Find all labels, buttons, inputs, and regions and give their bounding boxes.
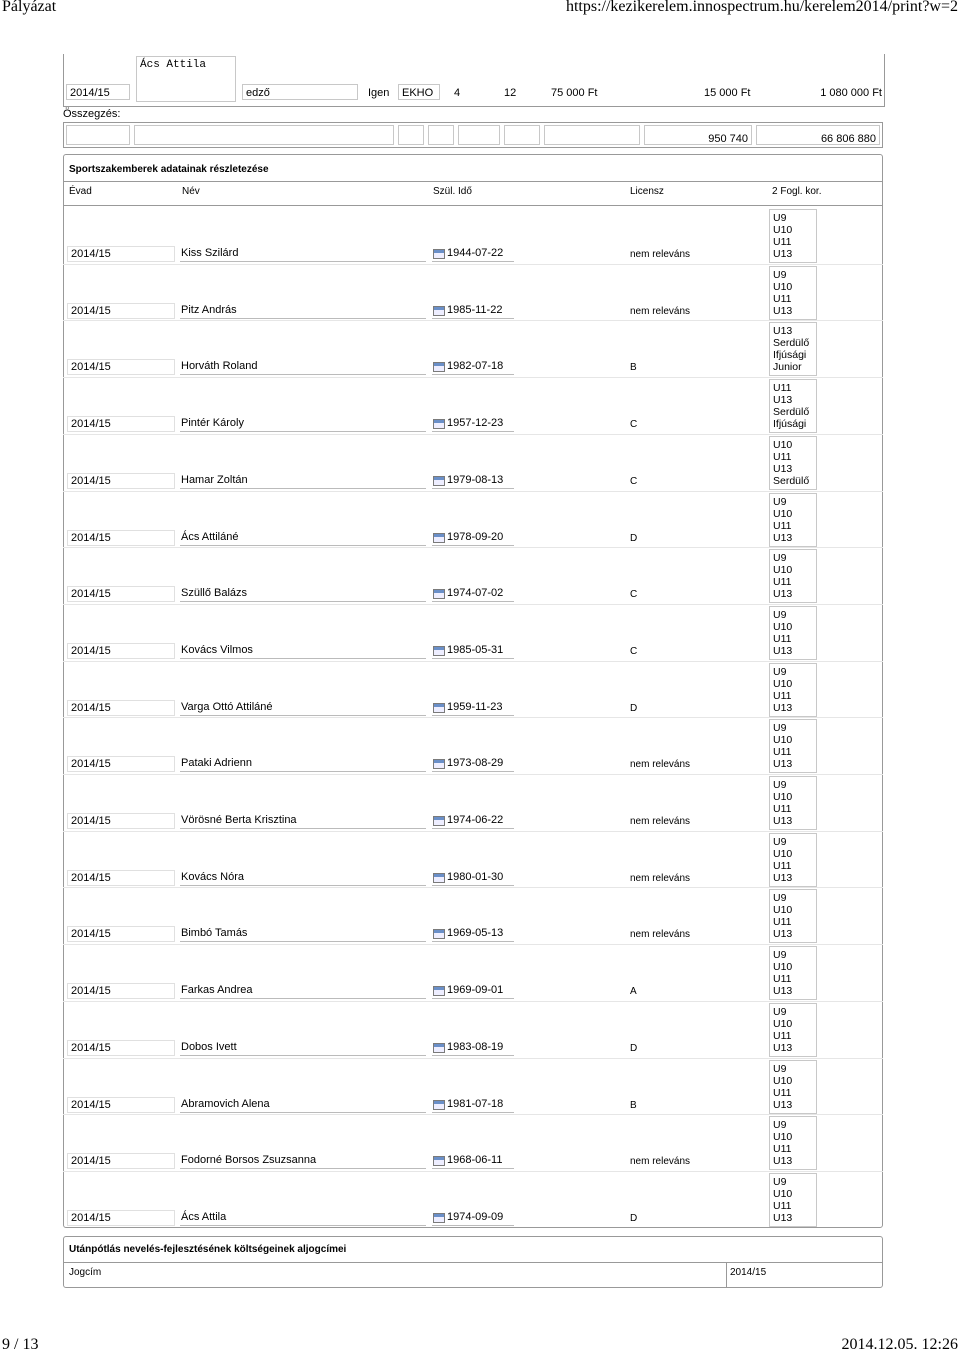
row-season[interactable]: 2014/15 <box>67 303 175 319</box>
age-group-option[interactable]: Serdülő <box>773 474 810 487</box>
row-name[interactable]: Vörösné Berta Krisztina <box>180 813 426 829</box>
row-divider <box>63 1001 883 1002</box>
print-footer-page: 9 / 13 <box>2 1336 39 1353</box>
row-age-groups[interactable] <box>769 493 817 547</box>
row-season[interactable]: 2014/15 <box>67 1210 175 1226</box>
summary-label: Összegzés: <box>63 108 121 120</box>
table-row <box>63 660 883 717</box>
total-amount: 1 080 000 Ft <box>820 87 882 99</box>
row-name[interactable]: Abramovich Alena <box>180 1097 426 1113</box>
row-divider <box>63 944 883 945</box>
role-field[interactable]: edző <box>242 84 358 100</box>
table-row <box>63 886 883 943</box>
age-group-option[interactable]: U10 <box>773 620 793 633</box>
row-license: D <box>630 532 638 544</box>
row-dob[interactable]: 1959-11-23 <box>432 700 514 716</box>
row-divider <box>63 320 883 321</box>
row-dob[interactable]: 1980-01-30 <box>432 870 514 886</box>
row-license: D <box>630 1212 638 1224</box>
row-license: D <box>630 1042 638 1054</box>
row-divider <box>63 547 883 548</box>
row-season[interactable]: 2014/15 <box>67 870 175 886</box>
age-group-option[interactable]: U13 <box>773 1211 793 1224</box>
row-name[interactable]: Kovács Vilmos <box>180 643 426 659</box>
row-license: nem releváns <box>630 816 691 827</box>
row-age-groups[interactable] <box>769 436 817 490</box>
age-group-option[interactable]: U9 <box>773 835 787 848</box>
row-age-groups[interactable] <box>769 209 817 263</box>
summary-cell <box>134 125 394 145</box>
row-license: B <box>630 1099 637 1111</box>
row-season[interactable]: 2014/15 <box>67 359 175 375</box>
tax-type-field[interactable]: EKHO <box>398 84 440 100</box>
row-divider <box>63 1171 883 1172</box>
row-name[interactable]: Dobos Ivett <box>180 1040 426 1056</box>
summary-cell <box>66 125 130 145</box>
row-dob[interactable]: 1974-06-22 <box>432 813 514 829</box>
age-group-option[interactable]: U13 <box>773 815 793 827</box>
row-license: nem releváns <box>630 305 691 317</box>
summary-cell <box>428 125 454 145</box>
row-license: nem releváns <box>630 249 691 260</box>
age-group-option[interactable]: U10 <box>773 1017 793 1030</box>
age-group-option[interactable]: U11 <box>773 689 792 702</box>
table-row <box>63 603 883 660</box>
row-divider <box>63 887 883 888</box>
col-name: Név <box>182 186 200 197</box>
age-group-option[interactable]: U11 <box>773 382 792 395</box>
row-season[interactable]: 2014/15 <box>67 926 175 942</box>
age-group-option[interactable]: U13 <box>773 248 793 260</box>
age-group-option[interactable]: U11 <box>773 859 792 872</box>
row-name[interactable]: Horváth Roland <box>180 359 426 375</box>
row-age-groups[interactable] <box>769 1116 817 1170</box>
print-header-title: Pályázat <box>2 0 57 15</box>
row-dob[interactable]: 1944-07-22 <box>432 246 514 262</box>
row-age-groups[interactable] <box>769 1060 817 1114</box>
costs-col-season: 2014/15 <box>730 1267 767 1278</box>
age-group-option[interactable]: Serdülő <box>773 406 810 419</box>
age-group-option[interactable]: U10 <box>773 734 793 747</box>
row-divider <box>63 831 883 832</box>
age-group-option[interactable]: U11 <box>773 292 792 305</box>
age-group-option[interactable]: U9 <box>773 1175 787 1188</box>
age-group-option[interactable]: U9 <box>773 665 787 678</box>
row-divider <box>63 774 883 775</box>
age-group-option[interactable]: U11 <box>773 916 792 929</box>
age-group-option[interactable]: U9 <box>773 212 787 224</box>
age-group-option[interactable]: Serdülő <box>773 337 810 350</box>
row-season[interactable]: 2014/15 <box>67 700 175 716</box>
row-season[interactable]: 2014/15 <box>67 643 175 659</box>
row-name[interactable]: Hamar Zoltán <box>180 473 426 489</box>
row-season[interactable]: 2014/15 <box>67 246 175 262</box>
age-group-option[interactable]: U9 <box>773 779 787 791</box>
age-group-option[interactable]: U11 <box>773 632 792 645</box>
age-group-option[interactable]: U10 <box>773 1074 793 1087</box>
row-dob[interactable]: 1978-09-20 <box>432 530 514 546</box>
row-name[interactable]: Kovács Nóra <box>180 870 426 886</box>
row-dob[interactable]: 1982-07-18 <box>432 359 514 375</box>
row-divider <box>63 491 883 492</box>
hours-field: 4 <box>454 87 461 99</box>
details-title: Sportszakemberek adatainak részletezése <box>69 164 269 175</box>
table-row <box>63 1000 883 1057</box>
row-dob[interactable]: 1969-09-01 <box>432 983 514 999</box>
col-license: Licensz <box>630 186 664 197</box>
age-group-option[interactable]: U10 <box>773 224 793 236</box>
row-dob[interactable]: 1974-09-09 <box>432 1210 514 1226</box>
table-row <box>63 1057 883 1114</box>
row-age-groups[interactable] <box>769 776 817 830</box>
row-age-groups[interactable] <box>769 549 817 603</box>
summary-cell <box>458 125 500 145</box>
table-row <box>63 206 883 263</box>
row-name[interactable]: Ács Attila <box>180 1210 426 1226</box>
summary-cell <box>398 125 424 145</box>
age-group-option[interactable]: U13 <box>773 1098 793 1111</box>
table-row <box>63 830 883 887</box>
row-name[interactable]: Farkas Andrea <box>180 983 426 999</box>
age-group-option[interactable]: U10 <box>773 507 793 520</box>
row-divider <box>63 1058 883 1059</box>
age-group-option[interactable]: U11 <box>773 1143 792 1156</box>
row-age-groups[interactable] <box>769 606 817 660</box>
row-dob[interactable]: 1968-06-11 <box>432 1153 514 1169</box>
table-row <box>63 319 883 376</box>
age-group-option[interactable]: U11 <box>773 1029 792 1042</box>
row-age-groups[interactable] <box>769 889 817 943</box>
row-license: nem releváns <box>630 759 691 771</box>
age-group-option[interactable]: U13 <box>773 871 793 884</box>
age-group-option[interactable]: U9 <box>773 268 787 281</box>
table-row <box>63 376 883 433</box>
row-age-groups[interactable] <box>769 719 817 773</box>
row-license: nem releváns <box>630 929 691 941</box>
age-group-option[interactable]: U10 <box>773 1187 793 1200</box>
age-group-option[interactable]: U11 <box>773 450 792 463</box>
row-divider <box>63 1114 883 1115</box>
row-license: B <box>630 362 637 374</box>
age-group-option[interactable]: U10 <box>773 438 793 451</box>
row-dob[interactable]: 1985-11-22 <box>432 303 514 319</box>
row-divider <box>63 661 883 662</box>
age-group-option[interactable]: U13 <box>773 928 793 941</box>
row-age-groups[interactable] <box>769 946 817 1000</box>
age-group-option[interactable]: U9 <box>773 495 787 508</box>
row-name[interactable]: Fodorné Borsos Zsuzsanna <box>180 1153 426 1169</box>
row-season[interactable]: 2014/15 <box>67 1040 175 1056</box>
row-dob[interactable]: 1983-08-19 <box>432 1040 514 1056</box>
row-divider <box>63 604 883 605</box>
contribution-amount: 15 000 Ft <box>704 87 751 99</box>
row-age-groups[interactable] <box>769 266 817 320</box>
row-season[interactable]: 2014/15 <box>67 473 175 489</box>
age-group-option[interactable]: U9 <box>773 949 787 962</box>
row-dob[interactable]: 1974-07-02 <box>432 586 514 602</box>
table-row <box>63 1170 883 1227</box>
table-row <box>63 773 883 830</box>
age-group-option[interactable]: U11 <box>773 803 792 815</box>
row-season[interactable]: 2014/15 <box>67 813 175 829</box>
row-age-groups[interactable] <box>769 1003 817 1057</box>
employment-yes: Igen <box>368 87 390 99</box>
age-group-option[interactable]: U10 <box>773 791 793 803</box>
age-group-option[interactable]: U10 <box>773 961 793 974</box>
summary-row <box>63 122 883 148</box>
row-dob[interactable]: 1981-07-18 <box>432 1097 514 1113</box>
table-row <box>63 433 883 490</box>
row-divider <box>63 434 883 435</box>
row-season[interactable]: 2014/15 <box>67 1153 175 1169</box>
table-row <box>63 943 883 1000</box>
row-dob[interactable]: 1979-08-13 <box>432 473 514 489</box>
row-name[interactable]: Kiss Szilárd <box>180 246 426 262</box>
row-age-groups[interactable] <box>769 833 817 887</box>
monthly-amount: 75 000 Ft <box>551 87 598 99</box>
age-group-option[interactable]: U11 <box>773 746 792 759</box>
summary-cell <box>544 125 640 145</box>
name-box[interactable]: Ács Attila <box>136 56 236 102</box>
row-license: C <box>630 475 638 487</box>
months-field: 12 <box>504 87 517 99</box>
age-group-option[interactable]: U11 <box>773 576 792 589</box>
age-group-option[interactable]: U9 <box>773 722 787 735</box>
col-season: Évad <box>69 186 92 197</box>
age-group-option[interactable]: U13 <box>773 644 793 657</box>
age-group-option[interactable]: U9 <box>773 892 787 905</box>
table-row <box>63 263 883 320</box>
row-name[interactable]: Pintér Károly <box>180 416 426 432</box>
table-row <box>63 716 883 773</box>
age-group-option[interactable]: U13 <box>773 462 793 475</box>
age-group-option[interactable]: U11 <box>773 519 792 532</box>
row-dob[interactable]: 1973-08-29 <box>432 756 514 772</box>
table-row <box>63 546 883 603</box>
age-group-option[interactable]: Junior <box>773 361 802 374</box>
age-group-option[interactable]: U11 <box>773 236 792 248</box>
age-group-option[interactable]: U13 <box>773 758 793 771</box>
age-group-option[interactable]: U10 <box>773 847 793 860</box>
costs-panel <box>63 1236 883 1288</box>
age-group-option[interactable]: U9 <box>773 552 787 565</box>
col-dob: Szül. Idő <box>433 186 472 197</box>
age-group-option[interactable]: U10 <box>773 904 793 917</box>
age-group-option[interactable]: U10 <box>773 564 793 577</box>
age-group-option[interactable]: U13 <box>773 985 793 998</box>
costs-col-jogcim: Jogcím <box>69 1267 102 1278</box>
season-field[interactable]: 2014/15 <box>66 84 130 100</box>
age-group-option[interactable]: U13 <box>773 531 793 544</box>
age-group-option[interactable]: U13 <box>773 1155 793 1168</box>
age-group-option[interactable]: Ifjúsági <box>773 418 807 431</box>
row-license: C <box>630 589 638 601</box>
age-group-option[interactable]: U13 <box>773 394 793 407</box>
table-row <box>63 1113 883 1170</box>
row-license: nem releváns <box>630 1156 691 1168</box>
age-group-option[interactable]: U10 <box>773 677 793 690</box>
row-divider <box>63 264 883 265</box>
row-age-groups[interactable] <box>769 379 817 433</box>
age-group-option[interactable]: U11 <box>773 1086 792 1099</box>
age-group-option[interactable]: Ifjúsági <box>773 349 807 362</box>
row-license: C <box>630 645 638 657</box>
age-group-option[interactable]: U13 <box>773 701 793 714</box>
row-license: nem releváns <box>630 872 691 884</box>
age-group-option[interactable]: U10 <box>773 280 793 293</box>
col-age: 2 Fogl. kor. <box>772 186 822 197</box>
row-name[interactable]: Ács Attiláné <box>180 530 426 546</box>
row-dob[interactable]: 1969-05-13 <box>432 926 514 942</box>
row-name[interactable]: Bimbó Tamás <box>180 926 426 942</box>
row-name[interactable]: Szüllő Balázs <box>180 586 426 602</box>
row-season[interactable]: 2014/15 <box>67 1097 175 1113</box>
age-group-option[interactable]: U13 <box>773 588 793 601</box>
row-divider <box>63 717 883 718</box>
row-age-groups[interactable] <box>769 663 817 717</box>
row-season[interactable]: 2014/15 <box>67 530 175 546</box>
row-season[interactable]: 2014/15 <box>67 416 175 432</box>
age-group-option[interactable]: U13 <box>773 304 793 317</box>
row-dob[interactable]: 1957-12-23 <box>432 416 514 432</box>
summary-value-1: 950 740 <box>644 125 752 145</box>
row-name[interactable]: Pitz András <box>180 303 426 319</box>
staff-cost-table <box>63 54 885 107</box>
row-name[interactable]: Pataki Adrienn <box>180 756 426 772</box>
row-age-groups[interactable] <box>769 1173 817 1227</box>
print-footer-date: 2014.12.05. 12:26 <box>841 1336 958 1353</box>
age-group-option[interactable]: U9 <box>773 608 787 621</box>
row-age-groups[interactable] <box>769 322 817 376</box>
table-row <box>63 490 883 547</box>
row-name[interactable]: Varga Ottó Attiláné <box>180 700 426 716</box>
row-license: D <box>630 702 638 714</box>
row-season[interactable]: 2014/15 <box>67 983 175 999</box>
age-group-option[interactable]: U11 <box>773 973 792 986</box>
row-divider <box>63 377 883 378</box>
age-group-option[interactable]: U13 <box>773 325 793 338</box>
age-group-option[interactable]: U9 <box>773 1062 787 1075</box>
row-license: C <box>630 419 638 431</box>
age-group-option[interactable]: U13 <box>773 1041 793 1054</box>
row-season[interactable]: 2014/15 <box>67 756 175 772</box>
print-header-url: https://kezikerelem.innospectrum.hu/kerelem2014/print?w=2 <box>565 0 958 15</box>
age-group-option[interactable]: U9 <box>773 1005 787 1018</box>
age-group-option[interactable]: U11 <box>773 1199 792 1212</box>
row-dob[interactable]: 1985-05-31 <box>432 643 514 659</box>
costs-title: Utánpótlás nevelés-fejlesztésének költségeinek aljogcímei <box>69 1244 347 1255</box>
age-group-option[interactable]: U10 <box>773 1131 793 1144</box>
age-group-option[interactable]: U9 <box>773 1119 787 1132</box>
row-season[interactable]: 2014/15 <box>67 586 175 602</box>
row-license: A <box>630 986 637 998</box>
summary-value-2: 66 806 880 <box>756 125 880 145</box>
summary-cell <box>504 125 540 145</box>
